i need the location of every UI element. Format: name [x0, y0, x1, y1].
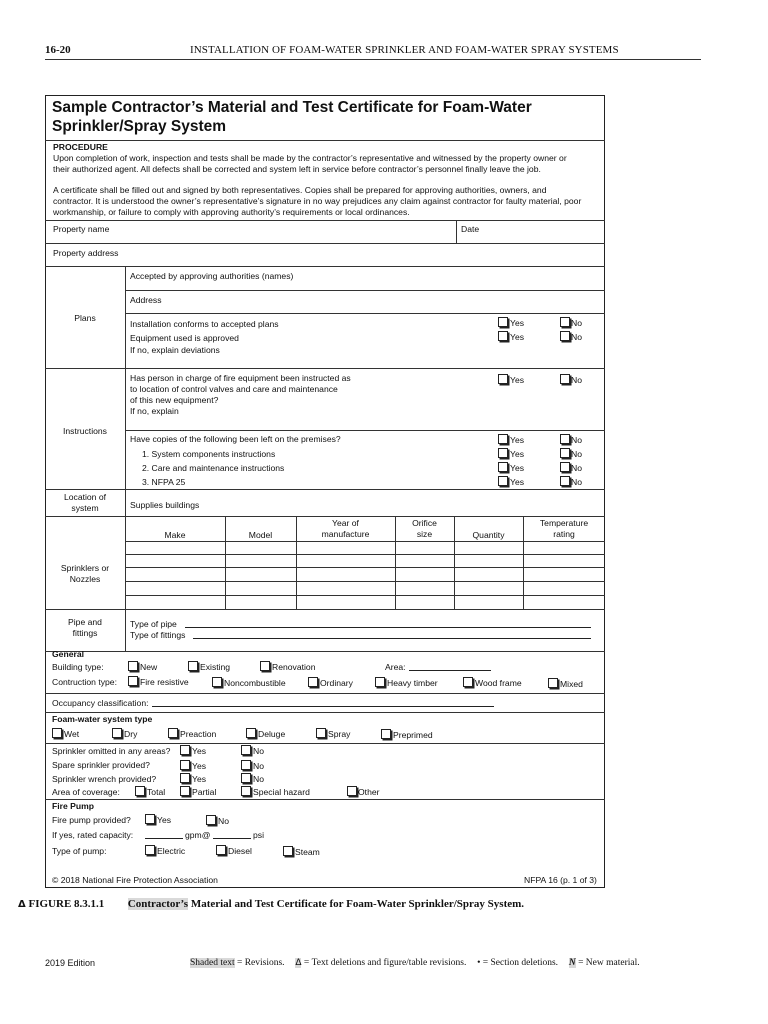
steam-checkbox[interactable] [283, 846, 293, 856]
table-row [125, 541, 605, 542]
divider [45, 140, 605, 141]
heavy-timber-label: Heavy timber [387, 678, 438, 688]
no-label: No [571, 318, 582, 328]
divider [45, 609, 605, 610]
no-label: No [571, 449, 582, 459]
text-line: Orifice [412, 518, 437, 528]
copies-question: Have copies of the following been left on the premises? [130, 434, 341, 444]
general-heading: General [52, 649, 85, 659]
area-input[interactable] [409, 670, 491, 671]
footer-legend [190, 958, 640, 968]
text-line: Temperature [539, 518, 589, 528]
n-icon: N [568, 958, 576, 968]
total-label: Total [147, 787, 166, 797]
noncombustible-label: Noncombustible [224, 678, 286, 688]
spare-yes-checkbox[interactable] [180, 760, 190, 770]
spray-label: Spray [328, 729, 351, 739]
page-number: 16-20 [45, 44, 71, 56]
supplies-buildings-field[interactable]: Supplies buildings [130, 500, 200, 510]
wrench-no-checkbox[interactable] [241, 773, 251, 783]
type-of-fittings-input[interactable] [193, 638, 591, 639]
edition: 2019 Edition [45, 958, 96, 968]
no-label: No [253, 746, 264, 756]
form-title [52, 98, 572, 136]
text-line: Upon completion of work, inspection and tests shall be made by the contractor’s representative and witnessed by the property owner or [53, 153, 567, 163]
delta-icon: Δ [18, 899, 26, 910]
accepted-by-field[interactable]: Accepted by approving authorities (names) [130, 271, 294, 281]
procedure-paragraph-1 [53, 153, 601, 175]
special-hazard-checkbox[interactable] [241, 786, 251, 796]
plans-address-field[interactable]: Address [130, 295, 162, 305]
psi-label: psi [253, 830, 264, 840]
construction-type-label: Contruction type: [52, 677, 117, 687]
divider [45, 712, 605, 713]
text-line: fittings [72, 628, 98, 638]
divider [45, 489, 605, 490]
deluge-label: Deluge [258, 729, 286, 739]
col-orifice [395, 518, 454, 540]
mixed-checkbox[interactable] [548, 678, 558, 688]
type-of-pipe-input[interactable] [185, 627, 591, 628]
no-label: No [571, 332, 582, 342]
property-name-field[interactable]: Property name [53, 224, 110, 234]
noncombustible-checkbox[interactable] [212, 677, 222, 687]
text-line: system [71, 503, 99, 513]
text-line: contractor. It is understood the owner’s representative’s signature in no way prejudices any claim against contractor for faulty material, poor [53, 196, 582, 206]
caption-text: Material and Test Certificate for Foam-Water Sprinkler/Spray System. [188, 898, 525, 910]
instructed-question [130, 373, 351, 417]
item-care-maintenance: 2. Care and maintenance instructions [142, 463, 285, 473]
plans-label: Plans [74, 313, 96, 323]
wood-frame-label: Wood frame [475, 678, 522, 688]
building-type-label: Building type: [52, 662, 104, 672]
pump-no-checkbox[interactable] [206, 815, 216, 825]
col-make: Make [164, 530, 186, 540]
yes-label: Yes [510, 332, 525, 342]
renovation-checkbox[interactable] [260, 661, 270, 671]
omitted-label: Sprinkler omitted in any areas? [52, 746, 171, 756]
other-label: Other [358, 787, 380, 797]
yes-label: Yes [510, 435, 525, 445]
electric-label: Electric [157, 846, 186, 856]
divider [45, 651, 605, 652]
text-line: their authorized agent. All defects shall be corrected and system left in service before contractor’s personnel finally leave the job. [53, 164, 541, 174]
omitted-yes-checkbox[interactable] [180, 745, 190, 755]
text-line: Year of [332, 518, 359, 528]
fire-resistive-checkbox[interactable] [128, 676, 138, 686]
procedure-paragraph-2 [53, 185, 601, 218]
divider [45, 516, 605, 517]
copies-yes-checkbox[interactable] [498, 434, 508, 444]
gpm-input[interactable] [145, 838, 183, 839]
form-title-line1: Sample Contractor’s Material and Test Certificate for Foam-Water [52, 99, 532, 116]
total-checkbox[interactable] [135, 786, 145, 796]
preprimed-label: Preprimed [393, 730, 433, 740]
col-model: Model [248, 530, 273, 540]
yes-label: Yes [192, 746, 207, 756]
existing-label: Existing [200, 662, 231, 672]
pump-yes-checkbox[interactable] [145, 814, 155, 824]
text-line: rating [553, 529, 575, 539]
divider [125, 313, 605, 314]
header-rule [45, 59, 701, 60]
occupancy-input[interactable] [152, 706, 494, 707]
wrench-label: Sprinkler wrench provided? [52, 774, 157, 784]
spare-label: Spare sprinkler provided? [52, 760, 150, 770]
spare-no-checkbox[interactable] [241, 760, 251, 770]
heavy-timber-checkbox[interactable] [375, 677, 385, 687]
copyright: © 2018 National Fire Protection Association [52, 875, 218, 885]
wood-frame-checkbox[interactable] [463, 677, 473, 687]
no-label: No [571, 435, 582, 445]
special-hazard-label: Special hazard [253, 787, 310, 797]
procedure-heading: PROCEDURE [53, 142, 108, 152]
table-row [125, 595, 605, 596]
dry-checkbox[interactable] [112, 728, 122, 738]
preaction-checkbox[interactable] [168, 728, 178, 738]
foam-system-heading: Foam-water system type [52, 714, 153, 724]
table-row [125, 581, 605, 582]
item1-yes-checkbox[interactable] [498, 448, 508, 458]
new-material-note: = New material. [575, 958, 640, 968]
date-field[interactable]: Date [461, 224, 480, 234]
no-label: No [571, 375, 582, 385]
equipment-yes-checkbox[interactable] [498, 331, 508, 341]
revisions-note: = Revisions. [234, 958, 285, 968]
pump-type-label: Type of pump: [52, 846, 107, 856]
ordinary-checkbox[interactable] [308, 677, 318, 687]
sprinklers-label [45, 563, 125, 585]
wet-checkbox[interactable] [52, 728, 62, 738]
item-nfpa-25: 3. NFPA 25 [142, 477, 186, 487]
shaded-text-sample: Shaded text [190, 958, 235, 968]
text-line: of this new equipment? [130, 395, 219, 405]
text-line: Nozzles [69, 574, 101, 584]
divider [45, 266, 605, 267]
preaction-label: Preaction [180, 729, 217, 739]
new-checkbox[interactable] [128, 661, 138, 671]
text-line: Location of [63, 492, 107, 502]
pipe-label [45, 617, 125, 639]
conforms-no-checkbox[interactable] [560, 317, 570, 327]
coverage-label: Area of coverage: [52, 787, 120, 797]
table-row [125, 554, 605, 555]
yes-label: Yes [510, 375, 525, 385]
form-title-line2: Sprinkler/Spray System [52, 118, 227, 135]
col-temperature [523, 518, 605, 540]
rated-capacity-label: If yes, rated capacity: [52, 830, 134, 840]
no-label: No [253, 761, 264, 771]
spray-checkbox[interactable] [316, 728, 326, 738]
divider [45, 368, 605, 369]
col-quantity: Quantity [472, 530, 505, 540]
yes-label: Yes [192, 761, 207, 771]
gpm-label: gpm@ [185, 830, 211, 840]
deluge-checkbox[interactable] [246, 728, 256, 738]
no-label: No [253, 774, 264, 784]
wrench-yes-checkbox[interactable] [180, 773, 190, 783]
divider [45, 799, 605, 800]
label-column-divider [125, 266, 126, 651]
text-line: Has person in charge of fire equipment been instructed as [130, 373, 351, 383]
divider [125, 290, 605, 291]
renovation-label: Renovation [272, 662, 316, 672]
conforms-label: Installation conforms to accepted plans [130, 319, 279, 329]
divider [45, 220, 605, 221]
text-line: size [416, 529, 433, 539]
dry-label: Dry [124, 729, 138, 739]
ordinary-label: Ordinary [320, 678, 353, 688]
item2-yes-checkbox[interactable] [498, 462, 508, 472]
steam-label: Steam [295, 847, 320, 857]
copies-no-checkbox[interactable] [560, 434, 570, 444]
equipment-label: Equipment used is approved [130, 333, 239, 343]
running-title: INSTALLATION OF FOAM-WATER SPRINKLER AND FOAM-WATER SPRAY SYSTEMS [190, 44, 619, 56]
item3-yes-checkbox[interactable] [498, 476, 508, 486]
divider [45, 243, 605, 244]
omitted-no-checkbox[interactable] [241, 745, 251, 755]
item-system-components: 1. System components instructions [142, 449, 276, 459]
new-label: New [140, 662, 158, 672]
table-row [125, 567, 605, 568]
text-line: manufacture [321, 529, 370, 539]
item3-no-checkbox[interactable] [560, 476, 570, 486]
mixed-label: Mixed [560, 679, 583, 689]
delta-icon: Δ [295, 958, 302, 968]
yes-label: Yes [510, 318, 525, 328]
electric-checkbox[interactable] [145, 845, 155, 855]
wet-label: Wet [64, 729, 80, 739]
occupancy-label: Occupancy classification: [52, 698, 149, 708]
instructed-yes-checkbox[interactable] [498, 374, 508, 384]
partial-checkbox[interactable] [180, 786, 190, 796]
type-of-fittings-label: Type of fittings [130, 630, 186, 640]
equipment-no-checkbox[interactable] [560, 331, 570, 341]
col-year [296, 518, 395, 540]
instructions-label: Instructions [63, 426, 107, 436]
item2-no-checkbox[interactable] [560, 462, 570, 472]
text-line: If no, explain [130, 406, 179, 416]
section-deletions-note: • = Section deletions. [477, 958, 559, 968]
psi-input[interactable] [213, 838, 251, 839]
existing-checkbox[interactable] [188, 661, 198, 671]
divider [456, 220, 457, 243]
yes-label: Yes [510, 463, 525, 473]
diesel-checkbox[interactable] [216, 845, 226, 855]
deletions-note: = Text deletions and figure/table revisions. [301, 958, 467, 968]
divider [125, 430, 605, 431]
text-line: Pipe and [68, 617, 102, 627]
no-label: No [571, 477, 582, 487]
page-reference: NFPA 16 (p. 1 of 3) [524, 875, 597, 885]
text-line: A certificate shall be filled out and signed by both representatives. Copies shall be prepared for approving authorities, owners, and [53, 185, 547, 195]
text-line: Sprinklers or [60, 563, 110, 573]
other-checkbox[interactable] [347, 786, 357, 796]
fire-resistive-label: Fire resistive [140, 677, 189, 687]
figure-caption [18, 898, 524, 910]
property-address-field[interactable]: Property address [53, 248, 119, 258]
preprimed-checkbox[interactable] [381, 729, 391, 739]
type-of-pipe-label: Type of pipe [130, 619, 177, 629]
no-label: No [218, 816, 229, 826]
deviations-label: If no, explain deviations [130, 345, 220, 355]
pump-provided-label: Fire pump provided? [52, 815, 131, 825]
yes-label: Yes [157, 815, 172, 825]
instructed-no-checkbox[interactable] [560, 374, 570, 384]
text-line: workmanship, or failure to comply with approving authority’s requirements or local ordinances. [53, 207, 410, 217]
partial-label: Partial [192, 787, 217, 797]
conforms-yes-checkbox[interactable] [498, 317, 508, 327]
item1-no-checkbox[interactable] [560, 448, 570, 458]
yes-label: Yes [192, 774, 207, 784]
yes-label: Yes [510, 477, 525, 487]
location-label [45, 492, 125, 514]
area-label: Area: [385, 662, 406, 672]
no-label: No [571, 463, 582, 473]
diesel-label: Diesel [228, 846, 252, 856]
fire-pump-heading: Fire Pump [52, 801, 95, 811]
yes-label: Yes [510, 449, 525, 459]
caption-shaded: Contractor’s [127, 898, 189, 910]
text-line: to location of control valves and care and maintenance [130, 384, 338, 394]
divider [45, 693, 605, 694]
divider [45, 743, 605, 744]
figure-number: FIGURE 8.3.1.1 [28, 898, 105, 910]
